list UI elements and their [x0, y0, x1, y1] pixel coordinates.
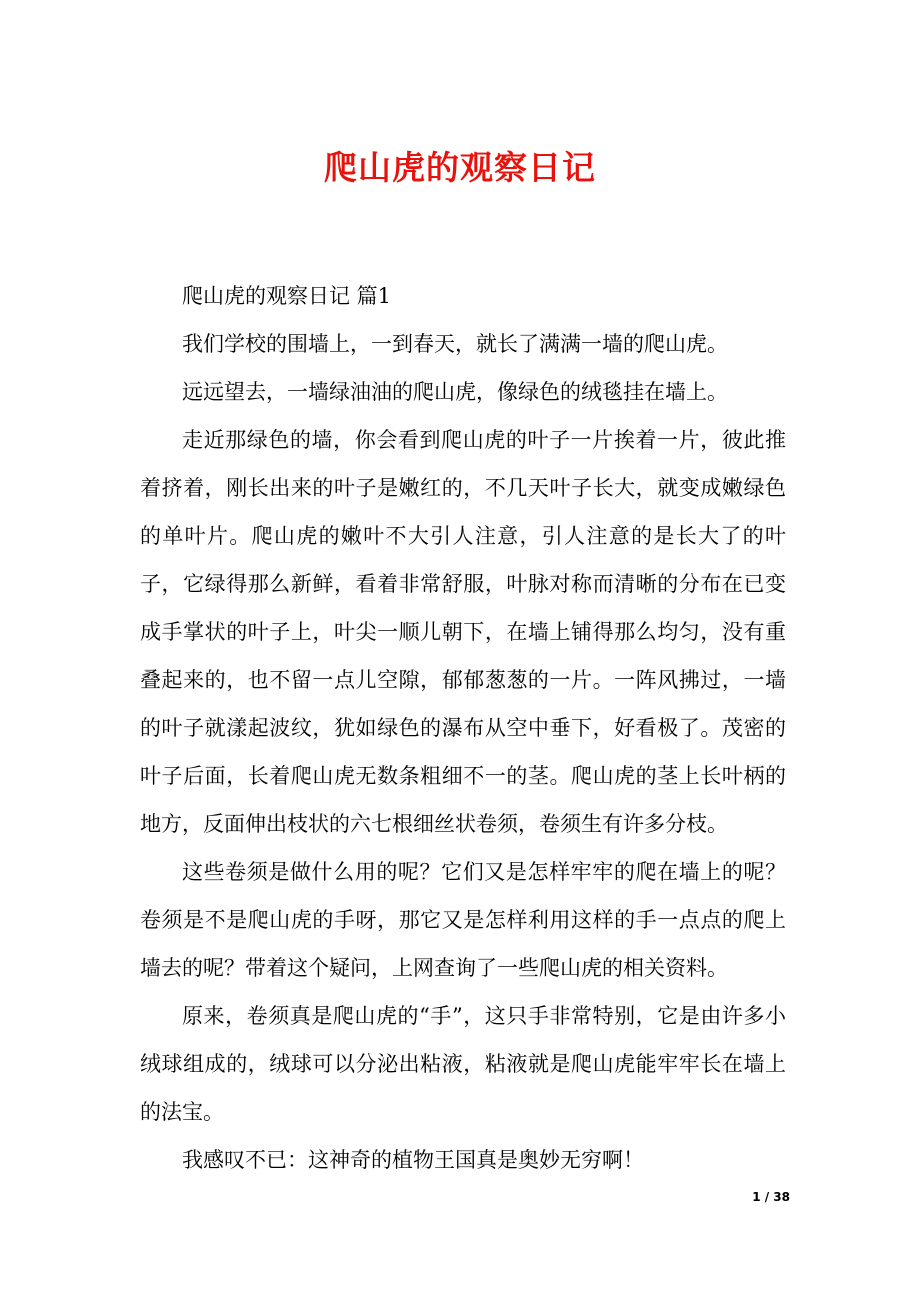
paragraph: 我们学校的围墙上，一到春天，就长了满满一墙的爬山虎。 — [182, 332, 728, 356]
page-number: 1 / 38 — [752, 1190, 790, 1204]
paragraph: 原来，卷须真是爬山虎的“手”，这只手非常特别，它是由许多小绒球组成的，绒球可以分泌出粘液，粘液就是爬山虎能牢牢长在墙上的法宝。 — [140, 1004, 786, 1124]
section-heading: 爬山虎的观察日记 篇1 — [182, 284, 392, 308]
paragraph: 我感叹不已：这神奇的植物王国真是奥妙无穷啊！ — [182, 1148, 644, 1172]
paragraph: 这些卷须是做什么用的呢？它们又是怎样牢牢的爬在墙上的呢？卷须是不是爬山虎的手呀，那它又是怎样利用这样的手一点点的爬上墙去的呢？带着这个疑问，上网查询了一些爬山虎的相关资料。 — [140, 860, 786, 980]
paragraph: 走近那绿色的墙，你会看到爬山虎的叶子一片挨着一片，彼此推着挤着，刚长出来的叶子是嫩红的，不几天叶子长大，就变成嫩绿色的单叶片。爬山虎的嫩叶不大引人注意，引人注意的是长大了的叶子，它绿得那么新鲜，看着非常舒服，叶脉对称而清晰的分布在已变成手掌状的叶子上，叶尖一顺儿朝下，在墙上铺得那么均匀，没有重叠起来的，也不留一点儿空隙，郁郁葱葱的一片。一阵风拂过，一墙的叶子就漾起波纹，犹如绿色的瀑布从空中垂下，好看极了。茂密的叶子后面，长着爬山虎无数条粗细不一的茎。爬山虎的茎上长叶柄的地方，反面伸出枝状的六七根细丝状卷须，卷须生有许多分枝。 — [140, 428, 786, 836]
document-title: 爬山虎的观察日记 — [324, 148, 596, 187]
paragraph: 远远望去，一墙绿油油的爬山虎，像绿色的绒毯挂在墙上。 — [182, 380, 728, 404]
document-body — [140, 272, 786, 1184]
